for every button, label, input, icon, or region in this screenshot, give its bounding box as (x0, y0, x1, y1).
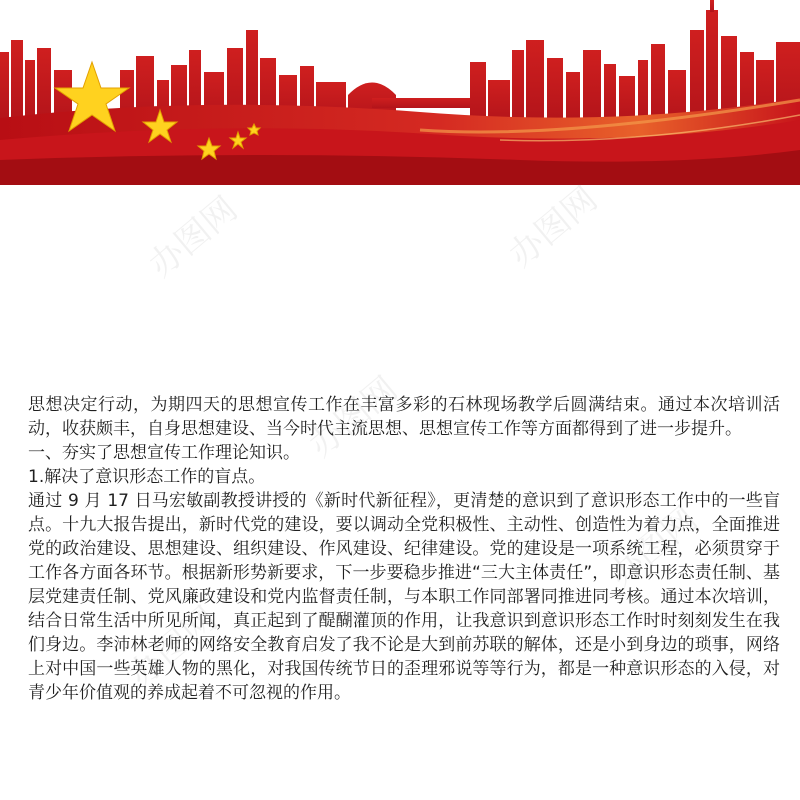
intro-paragraph: 思想决定行动，为期四天的思想宣传工作在丰富多彩的石林现场教学后圆满结束。通过本次培训活动，收获颇丰，自身思想建设、当今时代主流思想、思想宣传工作等方面都得到了进一步提升。 (28, 395, 780, 439)
city-skyline (0, 0, 800, 122)
watermark-text: 办图网 (301, 369, 406, 466)
body-paragraph: 通过 9 月 17 日马宏敏副教授讲授的《新时代新征程》，更清楚的意识到了意识形态工作中的一些盲点。十九大报告提出，新时代党的建设，要以调动全党积极性、主动性、创造性为着力点，全面推进党的政治建设、思想建设、组织建设、作风建设、纪律建设。党的建设是一项系统工程，必须贯穿于工作各方面各环节。根据新形势新要求，下一步要稳步推进“三大主体责任”，即意识形态责任制、基层党建责任制、党风廉政建设和党内监督责任制，与本职工作同部署同推进同考核。通过本次培训，结合日常生活中所见所闻，真正起到了醍醐灌顶的作用，让我意识到意识形态工作时时刻刻发生在我们身边。李沛林老师的网络安全教育启发了我不论是大到前苏联的解体，还是小到身边的琐事，网络上对中国一些英雄人物的黑化，对我国传统节日的歪理邪说等等行为，都是一种意识形态的入侵，对青少年价值观的养成起着不可忽视的作用。 (28, 491, 780, 703)
section-heading: 一、夯实了思想宣传工作理论知识。 (28, 443, 300, 463)
watermark-text: 办图网 (121, 599, 226, 696)
watermark-text: 办图网 (501, 179, 606, 276)
watermark-text: 办图网 (601, 499, 706, 596)
header-banner (0, 0, 800, 185)
watermark-text: 办图网 (141, 189, 246, 286)
document-body (28, 393, 780, 705)
subsection-heading: 1.解决了意识形态工作的盲点。 (28, 467, 266, 487)
